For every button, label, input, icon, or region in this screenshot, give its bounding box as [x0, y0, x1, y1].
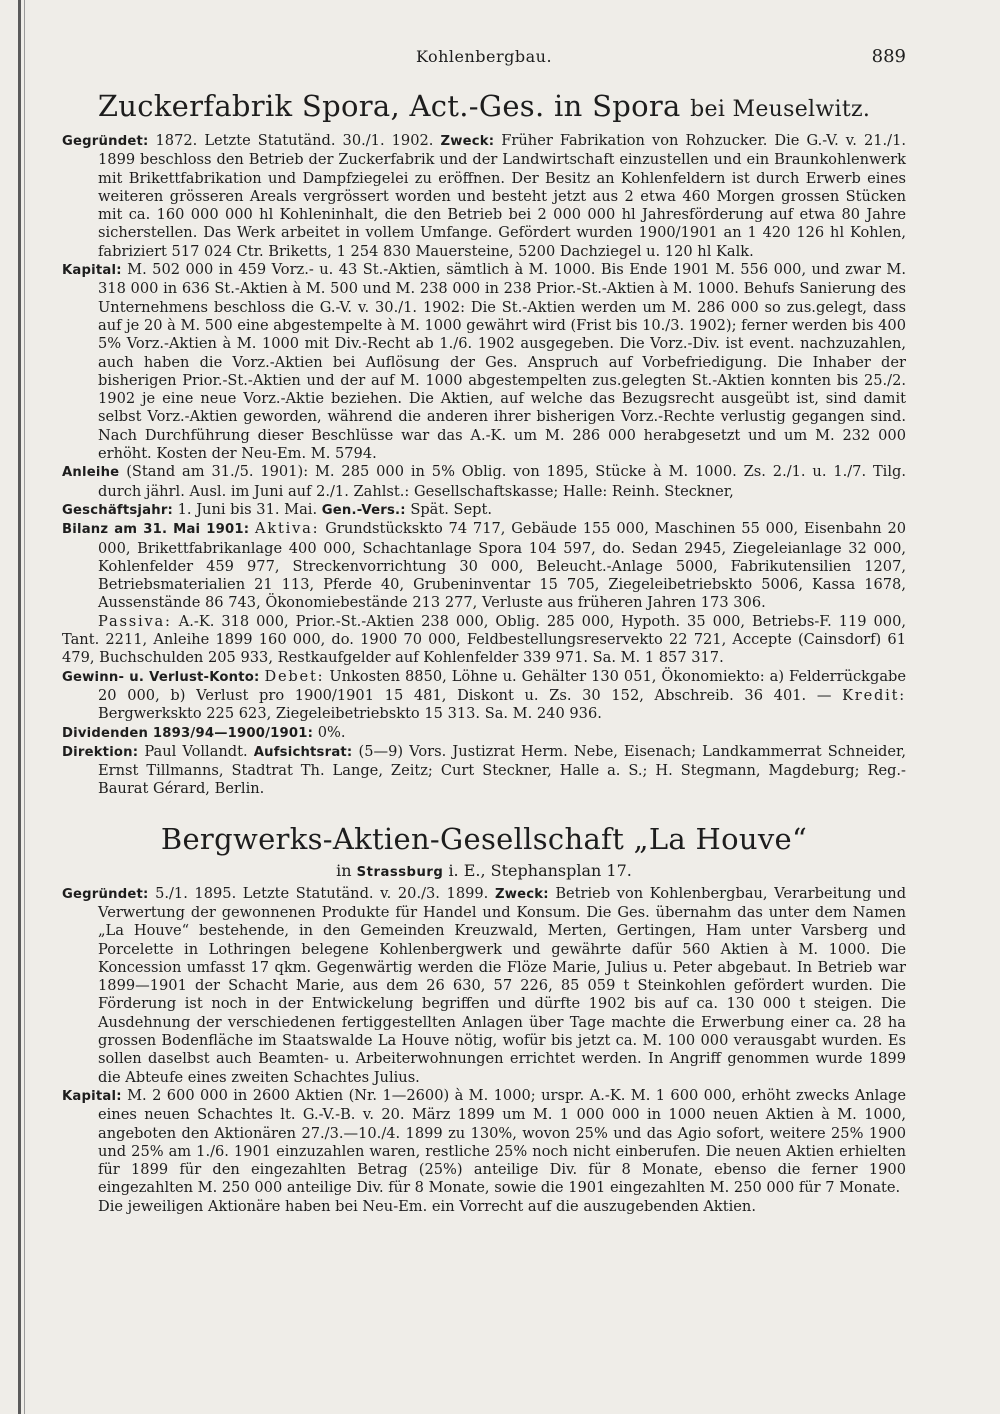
running-title: Kohlenbergbau.	[415, 47, 553, 66]
company-address: in Strassburg i. E., Stephansplan 17.	[336, 860, 632, 880]
entry-geschaeftsjahr: Geschäftsjahr: 1. Juni bis 31. Mai. Gen.-Vers.: Spät. Sept.	[62, 500, 492, 518]
company-name: Zuckerfabrik Spora, Act.-Ges. in Spora	[97, 89, 681, 123]
entry-anleihe: Anleihe (Stand am 31./5. 1901): M. 285 000 in 5% Oblig. von 1895, Stücke à M. 1000. Zs. 2./1. u. 1./7. Tilg. durch jährl. Ausl. im Juni auf 2./1. Zahlst.: Gesellschaftskasse; Halle: Reinh. Steckner,	[62, 463, 906, 500]
entry-vorrecht: Die jeweiligen Aktionäre haben bei Neu-Em. ein Vorrecht auf die auszugebenden Aktien.	[98, 1197, 756, 1215]
entry-bilanz: Bilanz am 31. Mai 1901: Aktiva: Grundstückskto 74 717, Gebäude 155 000, Maschinen 55 000, Eisenbahn 20 000, Brikettfabrikanlage 400 000, Schachtanlage Spora 104 597, do. Sedan 2945, Ziegeleianlage 32 000, Kohlenfelder 459 977, Streckenvorrichtung 30 000, Beleucht.-Anlage 5000, Fabrikutensilien 1207, Betriebsmaterialien 21 113, Pferde 40, Grubeninventar 15 705, Ziegeleibetriebskto 5006, Kassa 1678, Aussenstände 86 743, Ökonomiebestände 213 277, Verluste aus früheren Jahren 173 306.	[62, 520, 907, 612]
entry-gegruendet-zweck-2: Gegründet: 5./1. 1895. Letzte Statutänd. v. 20./3. 1899. Zweck: Betrieb von Kohlenbergbau, Verarbeitung und Verwertung der gewonnenen Produkte für Handel und Konsum. Die Ges. übernahm das unter dem Namen „La Houve“ bestehende, in den Gemeinden Kreuzwald, Merten, Gertingen, Ham unter Varsberg und Porcelette in Lothringen belegene Kohlenbergwerk und gewährte dafür 560 Aktien à M. 1000. Die Koncession umfasst 17 qkm. Gegenwärtig werden die Flöze Marie, Julius u. Peter abgebaut. In Betrieb war 1899—1901 der Schacht Marie, aus dem 26 630, 57 226, 85 059 t Steinkohlen gefördert wurden. Die Förderung ist noch in der Entwickelung begriffen und dürfte 1902 bis auf ca. 130 000 t steigen. Die Ausdehnung der verschiedenen fertiggestellten Anlagen über Tage machte die Erwerbung einer ca. 28 ha grossen Bodenfläche im Staatswalde La Houve nötig, wofür bis jetzt ca. M. 100 000 verausgabt wurden. Es sollen daselbst auch Beamten- u. Arbeiterwohnungen errichtet werden. In Angriff genommen wurde 1899 die Abteufe eines zweiten Schachtes Julius.	[62, 884, 907, 1086]
entry-kapital-2: Kapital: M. 2 600 000 in 2600 Aktien (Nr. 1—2600) à M. 1000; urspr. A.-K. M. 1 600 000, erhöht zwecks Anlage eines neuen Schachtes lt. G.-V.-B. v. 20. März 1899 um M. 1 000 000 in 1000 neuen Aktien à M. 1000, angeboten den Aktionären 27./3.—10./4. 1899 zu 130%, wovon 25% und das Agio sofort, weitere 25% 1900 und 25% am 1./6. 1901 einzuzahlen waren, restliche 25% noch nicht einberufen. Die neuen Aktien erhielten für 1899 für den eingezahlten Betrag (25%) anteilige Div. für 8 Monate, ebenso die ferner 1900 eingezahlten M. 250 000 anteilige Div. für 8 Monate, sowie die 1901 eingezahlten M. 250 000 für 7 Monate.	[62, 1086, 907, 1197]
entry-kapital: Kapital: M. 502 000 in 459 Vorz.- u. 43 St.-Aktien, sämtlich à M. 1000. Bis Ende 1901 M. 556 000, und zwar M. 318 000 in 636 St.-Aktien à M. 500 und M. 238 000 in 238 Prior.-St.-Aktien à M. 1000. Behufs Sanierung des Unternehmens beschloss die G.-V. v. 30./1. 1902: Die St.-Aktien werden um M. 286 000 so zus.gelegt, dass auf je 20 à M. 500 eine abgestempelte à M. 1000 gewährt wird (Frist bis 10./3. 1902); ferner werden bis 400 5% Vorz.-Aktien à M. 1000 mit Div.-Recht ab 1./6. 1902 ausgegeben. Die Vorz.-Div. ist event. nachzuzahlen, auch haben die Vorz.-Aktien bei Auflösung der Ges. Anspruch auf Vorbefriedigung. Die Inhaber der bisherigen Prior.-St.-Aktien und der auf M. 1000 abgestempelten zus.gelegten St.-Aktien konnten bis 25./2. 1902 je eine neue Vorz.-Aktie beziehen. Die Aktien, auf welche das Bezugsrecht ausgeübt ist, sind damit selbst Vorz.-Aktien geworden, während die anderen ihrer bisherigen Vorz.-Rechte verlustig gegangen sind. Nach Durchführung dieser Beschlüsse war das A.-K. um M. 286 000 herabgesetzt und um M. 232 000 erhöht. Kosten der Neu-Em. M. 5794.	[62, 261, 907, 463]
page-content	[62, 44, 906, 1216]
entry-gegruendet-zweck: Gegründet: 1872. Letzte Statutänd. 30./1. 1902. Zweck: Früher Fabrikation von Rohzucker. Die G.-V. v. 21./1. 1899 beschloss den Betrieb der Zuckerfabrik und der Landwirtschaft einzustellen und ein Braunkohlenwerk mit Brikettfabrikation und Dampfziegelei zu eröffnen. Der Besitz an Kohlenfeldern ist durch Erwerb eines weiteren grösseren Areals vergrössert worden und besteht jetzt aus 2 etwa 460 Morgen grossen Stücken mit ca. 160 000 000 hl Kohleninhalt, die den Betrieb bei 2 000 000 hl Jahresförderung auf etwa 80 Jahre sicherstellen. Das Werk arbeitet in vollem Umfange. Gefördert wurden 1900/1901 an 1 420 126 hl Kohlen, fabriziert 517 024 Ctr. Briketts, 1 254 830 Mauersteine, 5200 Dachziegel u. 120 hl Kalk.	[62, 132, 907, 260]
binding-edge	[18, 0, 21, 1414]
entry-passiva: Passiva: A.-K. 318 000, Prior.-St.-Aktien 238 000, Oblig. 285 000, Hypoth. 35 000, Betriebs-F. 119 000, Tant. 2211, Anleihe 1899 160 000, do. 1900 70 000, Feldbestellungsreservekto 22 721, Accepte (Cainsdorf) 61 479, Buchschulden 205 933, Restkaufgelder auf Kohlenfelder 339 971. Sa. M. 1 857 317.	[62, 612, 907, 667]
page-number: 889	[871, 46, 906, 67]
company-location: bei Meuselwitz.	[690, 97, 871, 122]
entry-gewinn-verlust: Gewinn- u. Verlust-Konto: Debet: Unkosten 8850, Löhne u. Gehälter 130 051, Ökonomiekto: a) Felderrückgabe 20 000, b) Verlust pro 1900/1901 15 481, Diskont u. Zs. 30 152, Abschreib. 36 401. — Kredit: Bergwerkskto 225 623, Ziegeleibetriebskto 15 313. Sa. M. 240 936.	[62, 667, 907, 723]
running-head	[62, 44, 906, 80]
company-title-spora	[62, 88, 906, 128]
entry-direktion: Direktion: Paul Vollandt. Aufsichtsrat: (5—9) Vors. Justizrat Herm. Nebe, Eisenach; Landkammerrat Schneider, Ernst Tillmanns, Stadtrat Th. Lange, Zeitz; Curt Steckner, Halle a. S.; H. Stegmann, Magdeburg; Reg.-Baurat Gérard, Berlin.	[62, 742, 907, 798]
binding-edge-inner	[24, 0, 25, 1414]
entry-dividenden: Dividenden 1893/94—1900/1901: 0%.	[62, 723, 346, 741]
company-title-la-houve: Bergwerks-Aktien-Gesellschaft „La Houve“	[160, 821, 808, 856]
